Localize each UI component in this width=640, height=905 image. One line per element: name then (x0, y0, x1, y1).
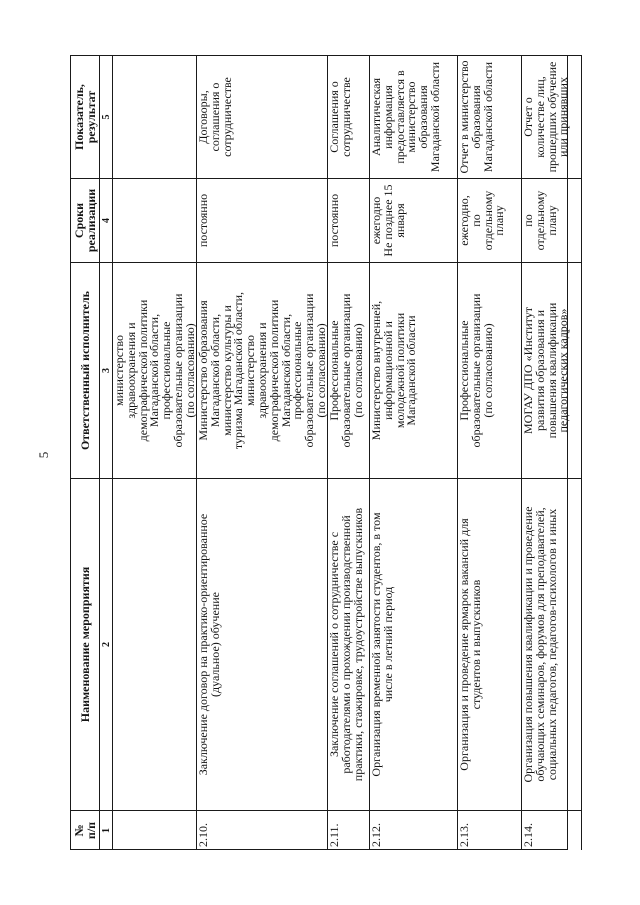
header-deadline-cell (70, 178, 100, 262)
executor-text: Профессиональные образовательные организации (по согласованию) (327, 293, 365, 448)
row-2-12-result-cell (370, 55, 458, 178)
activity-name: Заключение соглашений о сотрудничестве с работодателями о прохождении производственной практики, стажировке, трудоустройстве выпускников (327, 507, 365, 782)
row-number: 2.11. (327, 823, 341, 847)
executor-text: министерство здравоохранения и демографической политики Магаданской области, профессиональные образовательные организации (по согласованию) (112, 293, 197, 448)
row-number: 2.10. (196, 823, 210, 847)
row-2-11-executor-cell (328, 262, 370, 478)
row-2-12-executor-cell (370, 262, 458, 478)
result-text: Договоры, соглашения о сотрудничестве (196, 77, 234, 157)
row-continued-number-cell (113, 810, 197, 850)
row-number: 2.12. (369, 823, 383, 847)
row-2-14-deadline-cell (522, 178, 582, 262)
executor-text: Министерство внутренней, информационной и молодежной политики Магаданской области (369, 300, 419, 441)
column-number: 3 (100, 368, 112, 373)
column-number: 4 (100, 218, 112, 223)
header-name: Наименование мероприятия (77, 566, 92, 723)
row-2-12-deadline-cell (370, 178, 458, 262)
row-continued-executor-cell (113, 262, 197, 478)
header-executor: Ответственный исполнитель (77, 290, 92, 451)
row-2-12-number-cell (370, 810, 458, 850)
row-2-13-executor-cell (458, 262, 522, 478)
header-result: Показатель, результат (71, 84, 98, 150)
row-2-14-executor-cell (522, 262, 582, 478)
activity-name: Организация временной занятости студентов, в том числе в летний период (369, 512, 395, 777)
row-2-11-result-cell (328, 55, 370, 178)
row-number: 2.13. (457, 823, 471, 847)
activity-name: Заключение договор на практико-ориентированное (дуальное) обучение (196, 513, 222, 776)
result-text: Соглашения о сотрудничестве (327, 77, 353, 157)
executor-text: Профессиональные образовательные организации (по согласованию) (457, 293, 495, 448)
row-continued-result-cell (113, 55, 197, 178)
row-continued-name-cell (113, 478, 197, 810)
row-number: 2.14. (521, 823, 535, 847)
deadline-text: ежегодно Не позднее 15 января (369, 184, 407, 257)
row-2-12-name-cell (370, 478, 458, 810)
column-number-cell (100, 55, 113, 178)
column-number: 5 (100, 114, 112, 120)
row-2-14-result-cell (522, 55, 582, 178)
row-2-11-number-cell (328, 810, 370, 850)
deadline-text: постоянно (327, 193, 341, 248)
row-2-10-deadline-cell (197, 178, 328, 262)
row-2-10-name-cell (197, 478, 328, 810)
deadline-text: по отдельному плану (521, 190, 559, 251)
row-2-11-deadline-cell (328, 178, 370, 262)
deadline-text: ежегодно, по отдельному плану (457, 190, 507, 251)
header-executor-cell (70, 262, 100, 478)
result-text: Отчет о количестве лиц, прошедших обучение или принявших (521, 61, 571, 173)
executor-text: МОГАУ ДПО «Институт развития образования и повышения квалификации педагогических кадров» (521, 302, 571, 439)
column-number-cell (100, 810, 113, 850)
header-result-cell (70, 55, 100, 178)
column-number: 1 (100, 828, 112, 833)
page-number: 5 (36, 451, 51, 459)
column-number-cell (100, 178, 113, 262)
row-2-10-executor-cell (197, 262, 328, 478)
row-continued-deadline-cell (113, 178, 197, 262)
column-number: 2 (100, 642, 112, 647)
row-2-13-name-cell (458, 478, 522, 810)
row-2-11-name-cell (328, 478, 370, 810)
row-2-14-name-cell (522, 478, 582, 810)
result-text: Отчет в министерство образования Магаданской области (457, 60, 495, 174)
row-2-13-deadline-cell (458, 178, 522, 262)
executor-text: Министерство образования Магаданской области, министерство культуры и туризма Магаданской области, министерство здравоохранения и демографической политики Магаданской области, профессиональные образовательные организации (по согласованию) (196, 291, 328, 450)
header-number-cell (70, 810, 100, 850)
header-deadline: Сроки реализации (71, 188, 98, 253)
row-2-10-result-cell (197, 55, 328, 178)
result-text: Аналитическая информация предоставляется в министерство образования Магаданской области (369, 61, 442, 173)
header-number: № п/п (71, 821, 98, 840)
row-2-13-result-cell (458, 55, 522, 178)
row-2-13-number-cell (458, 810, 522, 850)
activity-name: Организация повышения квалификации и проведение обучающих семинаров, форумов для преподавателей, социальных педагогов, педагогов-психологов и иных (521, 506, 559, 783)
column-number-cell (100, 478, 113, 810)
deadline-text: постоянно (196, 193, 210, 248)
row-2-14-number-cell (522, 810, 582, 850)
header-name-cell (70, 478, 100, 810)
activity-name: Организация и проведение ярмарок вакансий для студентов и выпускников (457, 518, 483, 771)
events-table (70, 55, 571, 850)
row-2-10-number-cell (197, 810, 328, 850)
